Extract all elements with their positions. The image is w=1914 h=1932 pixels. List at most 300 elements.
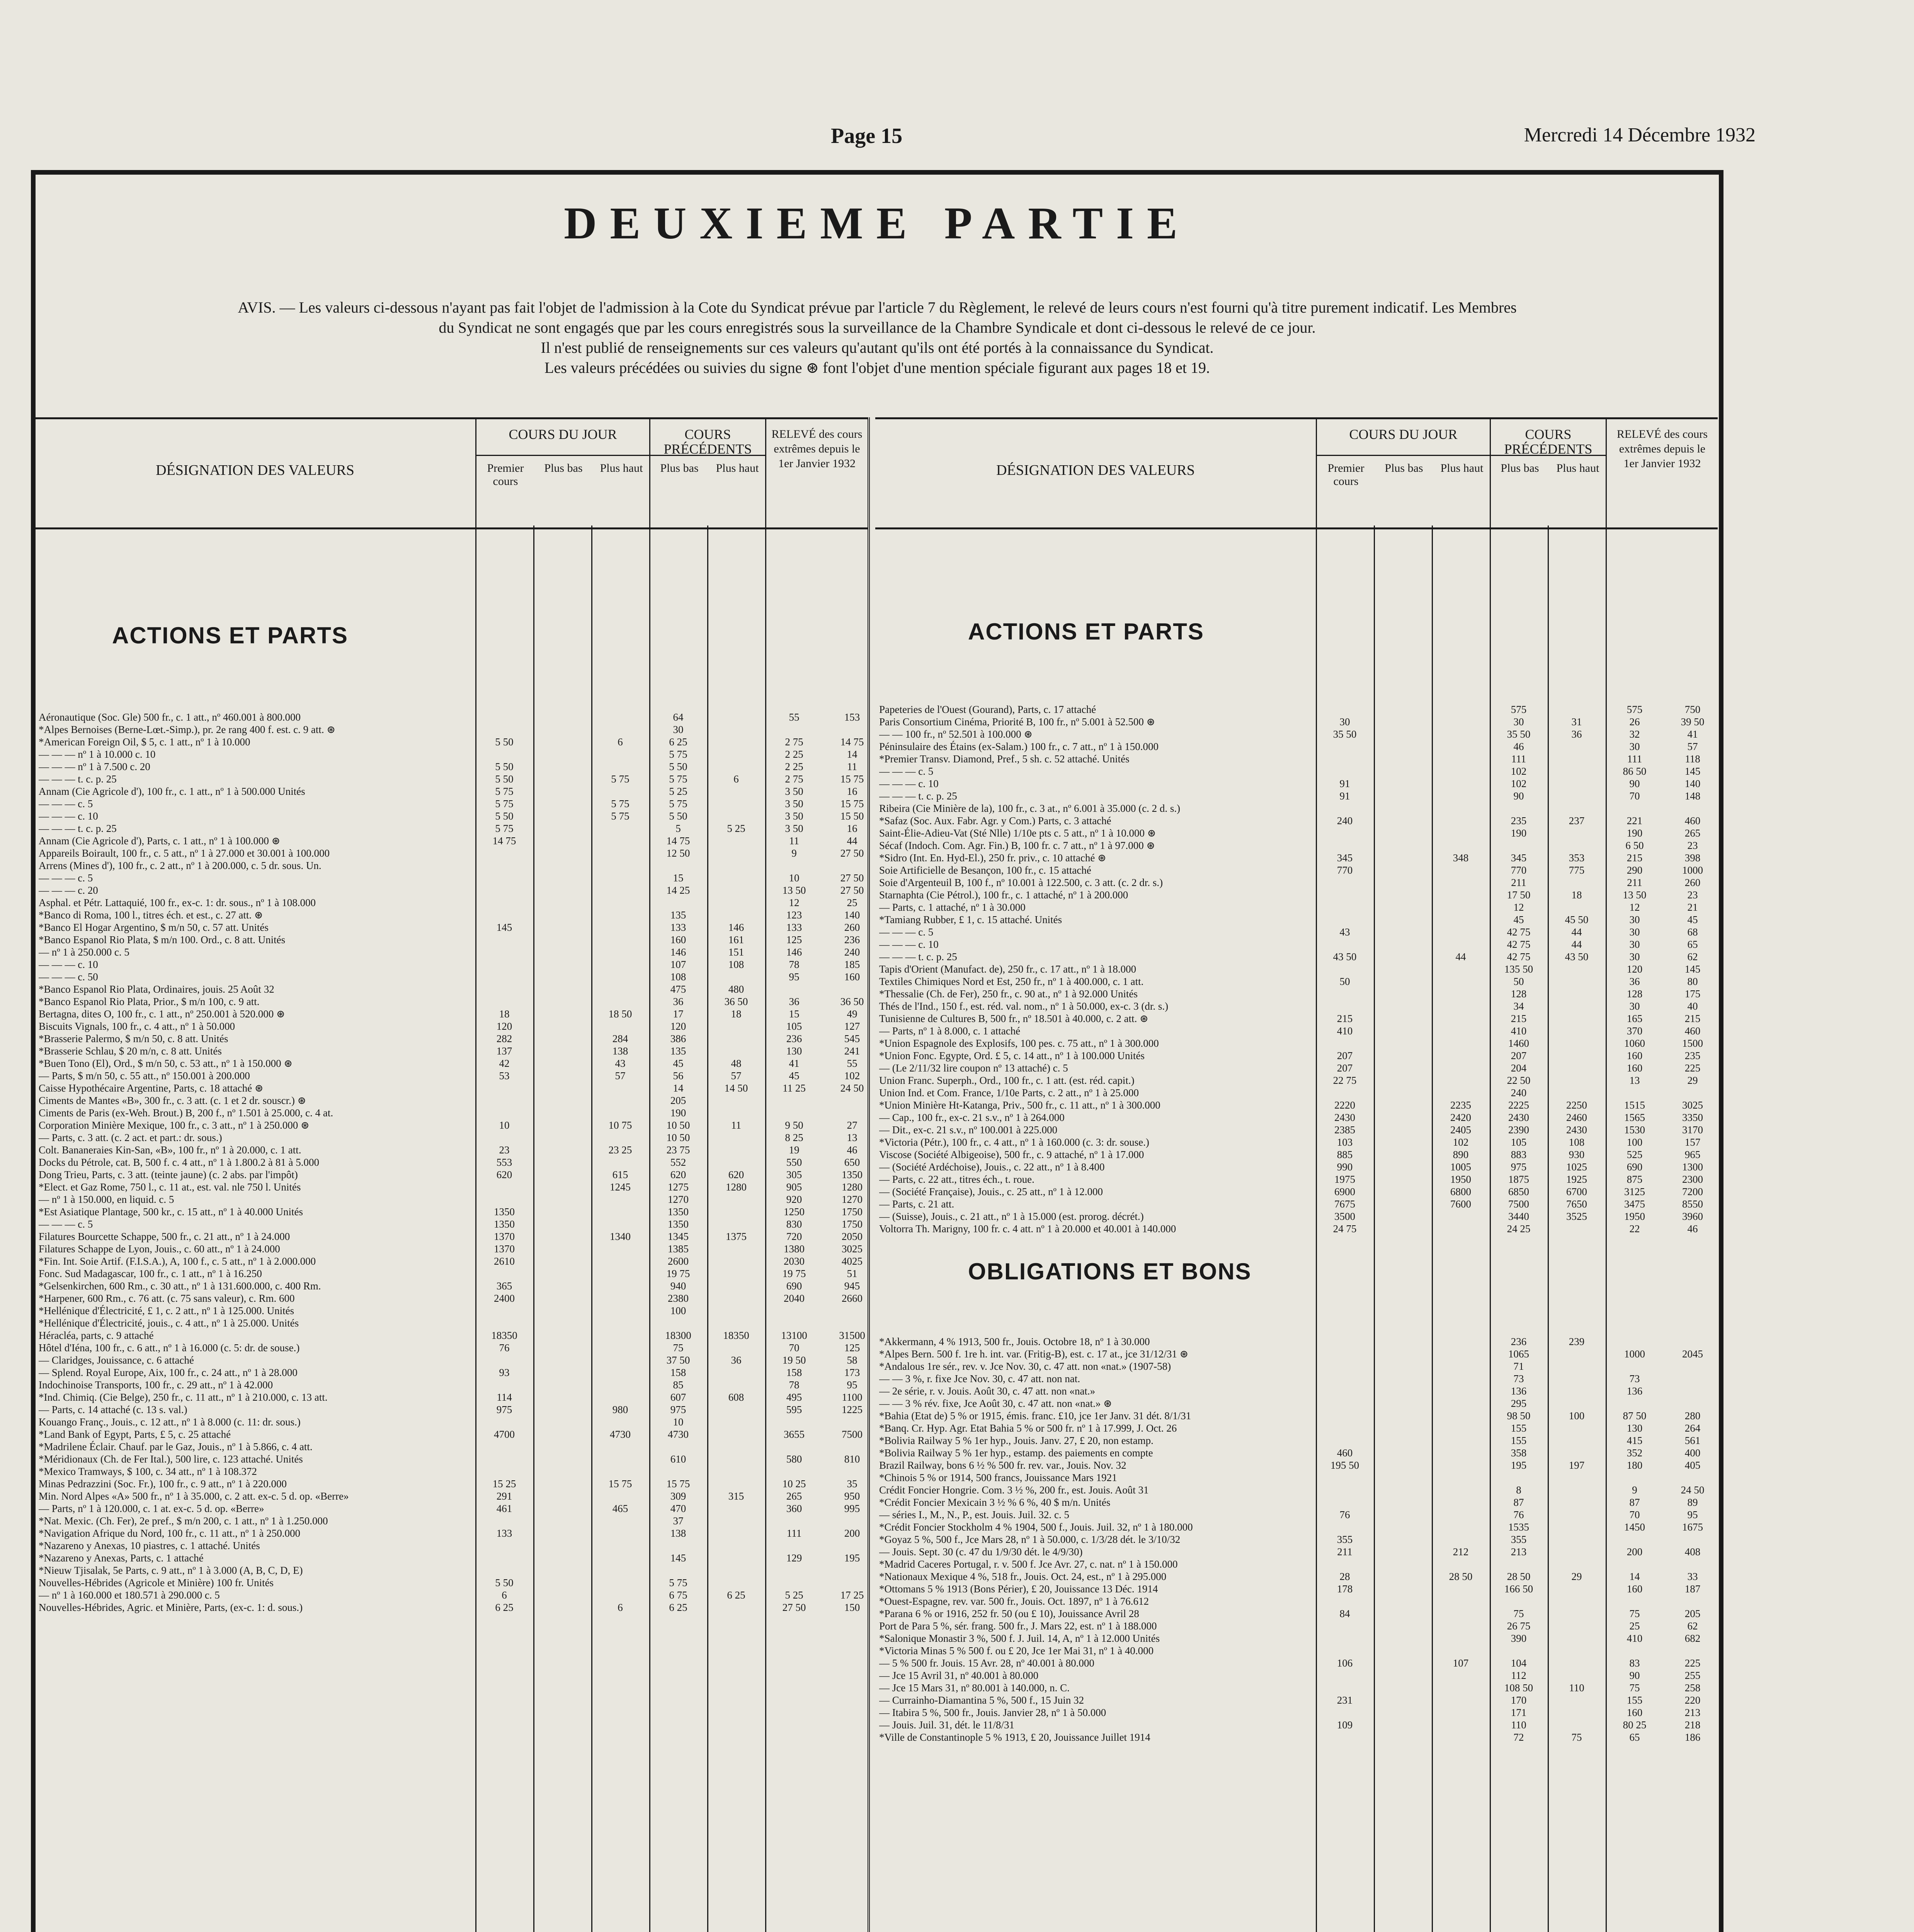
price-cell: 155	[1511, 1435, 1527, 1446]
page-title: DEUXIEME PARTIE	[564, 198, 1191, 248]
security-name: Arrens (Mines d'), 100 fr., c. 2 att., nº 1 à 200.000, c. 5 dr. sous. Un.	[39, 860, 322, 871]
table-row	[875, 1198, 1718, 1210]
price-cell: 240	[1511, 1087, 1527, 1099]
price-cell: 78	[789, 1379, 800, 1391]
price-cell: 2400	[494, 1293, 515, 1304]
price-cell: 45 50	[1565, 914, 1589, 925]
price-cell: 42 75	[1507, 939, 1531, 950]
price-cell: 1270	[668, 1194, 689, 1205]
price-cell: 44	[1455, 951, 1466, 963]
price-cell: 108	[670, 971, 686, 983]
security-name: *Hellénique d'Électricité, £ 1, c. 2 att., nº 1 à 125.000. Unités	[39, 1305, 294, 1316]
security-name: *Ind. Chimiq. (Cie Belge), 250 fr., c. 11 att., nº 1 à 210.000, c. 13 att.	[39, 1391, 328, 1403]
price-cell: 73	[1513, 1373, 1524, 1384]
price-cell: 205	[670, 1095, 686, 1106]
price-cell: 1005	[1450, 1161, 1471, 1173]
price-cell: 185	[844, 959, 860, 970]
price-cell: 14 75	[840, 736, 864, 748]
price-cell: 95	[847, 1379, 857, 1391]
table-row	[875, 1558, 1718, 1570]
price-cell: 15 25	[492, 1478, 516, 1490]
price-cell: 1385	[668, 1243, 689, 1255]
table-row	[35, 1181, 868, 1193]
price-cell: 3500	[1334, 1211, 1355, 1222]
table-row	[875, 1397, 1718, 1410]
security-name: *Harpener, 600 Rm., c. 76 att. (c. 75 sans valeur), c. Rm. 600	[39, 1293, 295, 1304]
price-cell: 291	[496, 1490, 512, 1502]
price-cell: 19	[789, 1144, 800, 1156]
price-cell: 550	[786, 1156, 802, 1168]
price-cell: 1065	[1508, 1348, 1529, 1360]
table-row	[35, 1144, 868, 1156]
table-row	[875, 1074, 1718, 1087]
price-cell: 32	[1629, 728, 1640, 740]
price-cell: 64	[673, 711, 684, 723]
price-cell: 130	[786, 1045, 802, 1057]
price-cell: 2235	[1450, 1099, 1471, 1111]
price-cell: 950	[844, 1490, 860, 1502]
table-row	[35, 1070, 868, 1082]
price-cell: 128	[1511, 988, 1527, 1000]
price-cell: 43	[1339, 926, 1350, 938]
price-cell: 146	[670, 946, 686, 958]
price-cell: 240	[1337, 815, 1353, 827]
table-row	[875, 975, 1718, 988]
price-cell: 3025	[842, 1243, 863, 1255]
table-row	[35, 1379, 868, 1391]
price-cell: 73	[1629, 1373, 1640, 1384]
table-row	[875, 1185, 1718, 1198]
security-name: — — 3 %, r. fixe Jce Nov. 30, c. 47 att. non nat.	[879, 1373, 1080, 1384]
price-cell: 945	[844, 1280, 860, 1292]
security-name: *Premier Transv. Diamond, Pref., 5 sh. c. 52 attaché. Unités	[879, 753, 1130, 765]
price-cell: 235	[1511, 815, 1527, 827]
price-cell: 2 75	[785, 736, 803, 748]
price-cell: 5 50	[495, 736, 514, 748]
security-name: Kouango Franç., Jouis., c. 12 att., nº 1 à 8.000 (c. 11: dr. sous.)	[39, 1416, 301, 1428]
price-cell: 17	[673, 1008, 684, 1020]
price-cell: 120	[670, 1020, 686, 1032]
cours-precedents-header: COURS PRÉCÉDENTS Plus bas Plus haut	[1490, 419, 1606, 527]
security-name: *Nieuw Tjisalak, 5e Parts, c. 9 att., nº 1 à 3.000 (A, B, C, D, E)	[39, 1565, 303, 1576]
price-cell: 31500	[839, 1330, 865, 1341]
price-cell: 91	[1339, 790, 1350, 802]
table-row	[35, 1577, 868, 1589]
price-cell: 8	[1516, 1484, 1521, 1496]
table-row	[35, 1490, 868, 1502]
table-row	[875, 1657, 1718, 1669]
price-cell: 1925	[1566, 1173, 1587, 1185]
price-cell: 200	[1626, 1546, 1643, 1558]
table-row	[875, 876, 1718, 889]
price-cell: 5 25	[669, 786, 687, 797]
price-cell: 44	[847, 835, 857, 847]
price-cell: 36	[789, 996, 800, 1007]
security-name: *Thessalie (Ch. de Fer), 250 fr., c. 90 at., nº 1 à 92.000 Unités	[879, 988, 1138, 1000]
security-name: — — — c. 5	[39, 798, 93, 810]
price-cell: 10 75	[608, 1119, 632, 1131]
security-name: — Jouis. Juil. 31, dét. le 11/8/31	[879, 1719, 1014, 1731]
price-cell: 120	[496, 1020, 512, 1032]
price-cell: 146	[728, 922, 744, 933]
price-cell: 157	[1684, 1136, 1701, 1148]
price-cell: 2 25	[785, 761, 803, 772]
price-cell: 80 25	[1623, 1719, 1647, 1731]
security-name: Hôtel d'Iéna, 100 fr., c. 6 att., nº 1 à 16.000 (c. 5: dr. de souse.)	[39, 1342, 300, 1354]
price-cell: 53	[499, 1070, 510, 1082]
security-name: *Banco Espanol Rio Plata, Prior., $ m/n 100, c. 9 att.	[39, 996, 260, 1007]
price-cell: 682	[1684, 1633, 1701, 1644]
price-cell: 309	[670, 1490, 686, 1502]
security-name: — — — t. c. p. 25	[39, 773, 117, 785]
price-cell: 13	[847, 1132, 857, 1143]
price-cell: 810	[844, 1453, 860, 1465]
security-name: *Alpes Bernoises (Berne-Lœt.-Simp.), pr. 2e rang 400 f. est. c. 9 att. ⊛	[39, 724, 335, 735]
price-cell: 42 75	[1507, 926, 1531, 938]
price-cell: 5 75	[669, 1577, 687, 1588]
price-cell: 70	[1629, 1509, 1640, 1520]
price-cell: 975	[1511, 1161, 1527, 1173]
price-cell: 3 50	[785, 823, 803, 834]
table-row	[35, 983, 868, 995]
price-cell: 1345	[668, 1231, 689, 1242]
price-cell: 17 25	[840, 1589, 864, 1601]
security-name: — nº 1 à 250.000 c. 5	[39, 946, 129, 958]
price-cell: 111	[786, 1527, 802, 1539]
table-row	[875, 1422, 1718, 1434]
table-row	[35, 810, 868, 822]
price-cell: 36	[673, 996, 684, 1007]
price-cell: 102	[844, 1070, 860, 1082]
price-cell: 36	[731, 1354, 742, 1366]
security-name: — Parts, nº 1 à 8.000, c. 1 attaché	[879, 1025, 1021, 1037]
table-row	[35, 1094, 868, 1107]
security-name: *Ouest-Espagne, rev. var. 500 fr., Jouis. Oct. 1897, nº 1 à 76.612	[879, 1595, 1149, 1607]
price-cell: 50	[1513, 976, 1524, 987]
price-cell: 360	[786, 1503, 802, 1514]
table-row	[35, 760, 868, 773]
security-name: Sécaf (Indoch. Com. Agr. Fin.) B, 100 fr. c. 7 att., nº 1 à 97.000 ⊛	[879, 840, 1155, 851]
price-cell: 1380	[784, 1243, 805, 1255]
security-name: *Union Minière Ht-Katanga, Priv., 500 fr., c. 11 att., nº 1 à 300.000	[879, 1099, 1160, 1111]
price-cell: 135 50	[1504, 963, 1533, 975]
price-cell: 43 50	[1565, 951, 1589, 963]
table-row	[875, 864, 1718, 876]
price-cell: 12	[1513, 901, 1524, 913]
price-cell: 62	[1687, 951, 1698, 963]
table-row	[35, 1589, 868, 1601]
table-row	[35, 1317, 868, 1329]
table-row	[875, 1682, 1718, 1694]
price-cell: 22 75	[1333, 1075, 1357, 1086]
price-cell: 23	[1687, 889, 1698, 901]
price-cell: 110	[1569, 1682, 1584, 1694]
table-row	[875, 1694, 1718, 1706]
price-cell: 218	[1684, 1719, 1701, 1731]
price-cell: 975	[670, 1404, 686, 1415]
security-name: — — — nº 1 à 10.000 c. 10	[39, 748, 156, 760]
security-name: Starnaphta (Cie Pétrol.), 100 fr., c. 1 attaché, nº 1 à 200.000	[879, 889, 1128, 901]
price-cell: 525	[1626, 1149, 1643, 1160]
price-cell: 30	[1629, 951, 1640, 963]
security-name: Crédit Foncier Hongrie. Com. 3 ½ %, 200 fr., est. Jouis. Août 31	[879, 1484, 1149, 1496]
price-cell: 22	[1629, 1223, 1640, 1235]
price-cell: 236	[786, 1033, 802, 1044]
price-cell: 136	[1511, 1385, 1527, 1397]
price-cell: 150	[844, 1602, 860, 1613]
price-cell: 1500	[1682, 1037, 1703, 1049]
table-row	[35, 1465, 868, 1478]
price-cell: 105	[786, 1020, 802, 1032]
table-row	[875, 1719, 1718, 1731]
price-cell: 6 25	[669, 1602, 687, 1613]
price-cell: 1370	[494, 1231, 515, 1242]
security-name: — Jouis. Sept. 30 (c. 47 du 1/9/30 dét. le 4/9/30)	[879, 1546, 1083, 1558]
price-cell: 236	[844, 934, 860, 946]
security-name: Appareils Boirault, 100 fr., c. 5 att., nº 1 à 27.000 et 30.001 à 100.000	[39, 847, 330, 859]
table-row	[875, 1037, 1718, 1049]
price-cell: 6 25	[727, 1589, 745, 1601]
security-name: — — — t. c. p. 25	[879, 951, 957, 963]
table-row	[35, 1131, 868, 1144]
price-cell: 86 50	[1623, 765, 1647, 777]
price-cell: 290	[1626, 864, 1643, 876]
price-cell: 2220	[1334, 1099, 1355, 1111]
price-cell: 2610	[494, 1255, 515, 1267]
price-cell: 200	[844, 1527, 860, 1539]
price-cell: 5 75	[611, 773, 629, 785]
security-name: Nouvelles-Hébrides, Agric. et Minière, Parts, (ex-c. 1: d. sous.)	[39, 1602, 303, 1613]
price-cell: 75	[1571, 1731, 1582, 1743]
price-cell: 1875	[1508, 1173, 1529, 1185]
price-cell: 5 75	[669, 748, 687, 760]
security-name: Brazil Railway, bons 6 ½ % 500 fr. rev. var., Jouis. Nov. 32	[879, 1459, 1126, 1471]
table-row	[35, 1243, 868, 1255]
price-cell: 133	[786, 922, 802, 933]
price-cell: 76	[499, 1342, 510, 1354]
price-cell: 345	[1337, 852, 1353, 864]
price-cell: 90	[1629, 1670, 1640, 1681]
table-row	[35, 1515, 868, 1527]
price-cell: 890	[1453, 1149, 1469, 1160]
table-row	[35, 946, 868, 958]
price-cell: 2250	[1566, 1099, 1587, 1111]
price-cell: 108	[1569, 1136, 1585, 1148]
price-cell: 7500	[1508, 1198, 1529, 1210]
price-cell: 118	[1685, 753, 1700, 765]
table-row	[875, 1372, 1718, 1385]
table-row	[35, 934, 868, 946]
table-row	[35, 1045, 868, 1057]
security-name: *Alpes Bern. 500 f. 1re h. int. var. (Fritig-B), est. c. 17 at., jce 31/12/31 ⊛	[879, 1348, 1189, 1360]
price-cell: 36 50	[840, 996, 864, 1007]
table-row	[875, 1595, 1718, 1607]
security-name: *Banco di Roma, 100 l., titres éch. et est., c. 27 att. ⊛	[39, 909, 263, 921]
security-name: *Bolivia Railway 5 % 1er hyp., estamp. des paiements en compte	[879, 1447, 1153, 1459]
table-row	[875, 1583, 1718, 1595]
price-cell: 186	[1684, 1731, 1701, 1743]
price-cell: 30	[1629, 914, 1640, 925]
price-cell: 13	[1629, 1075, 1640, 1086]
price-cell: 10 50	[666, 1132, 690, 1143]
price-cell: 2300	[1682, 1173, 1703, 1185]
security-name: *Banco Espanol Rio Plata, Ordinaires, jouis. 25 Août 32	[39, 983, 274, 995]
price-cell: 24 50	[840, 1082, 864, 1094]
price-cell: 211	[1337, 1546, 1353, 1558]
security-name: *Chinois 5 % or 1914, 500 francs, Jouissance Mars 1921	[879, 1472, 1117, 1483]
price-cell: 138	[612, 1045, 628, 1057]
table-row	[35, 1156, 868, 1168]
price-cell: 2050	[842, 1231, 863, 1242]
price-cell: 45	[1513, 914, 1524, 925]
security-name: *Est Asiatique Plantage, 500 kr., c. 15 att., nº 1 à 40.000 Unités	[39, 1206, 303, 1218]
price-cell: 995	[844, 1503, 860, 1514]
price-cell: 78	[789, 959, 800, 970]
price-cell: 31	[1571, 716, 1582, 728]
price-cell: 9 50	[785, 1119, 803, 1131]
price-cell: 1245	[610, 1181, 631, 1193]
price-cell: 282	[496, 1033, 512, 1044]
table-row	[35, 1416, 868, 1428]
avis-line: du Syndicat ne sont engagés que par les cours enregistrés sous la surveillance de la Chambre Syndicale et dont ci-dessous le relevé de ce jour.	[439, 319, 1316, 336]
price-cell: 195	[1511, 1459, 1527, 1471]
price-cell: 750	[1684, 704, 1701, 715]
table-row	[875, 1570, 1718, 1583]
security-name: — Cap., 100 fr., ex-c. 21 s.v., nº 1 à 264.000	[879, 1112, 1065, 1123]
price-cell: 5	[675, 823, 681, 834]
price-cell: 15 50	[840, 810, 864, 822]
price-cell: 140	[844, 909, 860, 921]
price-cell: 7500	[842, 1429, 863, 1440]
price-cell: 123	[786, 909, 802, 921]
price-cell: 1000	[1682, 864, 1703, 876]
security-name: — nº 1 à 150.000, en liquid. c. 5	[39, 1194, 174, 1205]
price-cell: 620	[728, 1169, 744, 1180]
price-cell: 6 50	[1625, 840, 1644, 851]
price-cell: 11	[789, 835, 799, 847]
table-row	[35, 1428, 868, 1440]
price-cell: 225	[1684, 1062, 1701, 1074]
price-cell: 14	[847, 748, 857, 760]
table-row	[35, 1082, 868, 1094]
price-cell: 18350	[491, 1330, 517, 1341]
security-name: *Crédit Foncier Stockholm 4 % 1904, 500 f., Jouis. Juil. 32, nº 1 à 180.000	[879, 1521, 1193, 1533]
security-name: — Parts, c. 21 att.	[879, 1198, 954, 1210]
price-cell: 109	[1337, 1719, 1353, 1731]
price-cell: 1675	[1682, 1521, 1703, 1533]
price-cell: 607	[670, 1391, 686, 1403]
table-row	[35, 909, 868, 921]
price-cell: 561	[1684, 1435, 1701, 1446]
price-cell: 264	[1684, 1422, 1701, 1434]
table-row	[875, 1731, 1718, 1743]
table-row	[35, 1218, 868, 1230]
security-name: *Bahia (Etat de) 5 % or 1915, émis. franc. £10, jce 1er Janv. 31 dét. 8/1/31	[879, 1410, 1191, 1422]
price-cell: 2045	[1682, 1348, 1703, 1360]
price-cell: 5 50	[495, 761, 514, 772]
price-cell: 1350	[494, 1206, 515, 1218]
price-cell: 24 50	[1681, 1484, 1705, 1496]
security-name: — Parts, c. 14 attaché (c. 13 s. val.)	[39, 1404, 187, 1415]
price-cell: 610	[670, 1453, 686, 1465]
table-row	[875, 1410, 1718, 1422]
price-cell: 2385	[1334, 1124, 1355, 1136]
price-cell: 25	[847, 897, 857, 908]
price-cell: 720	[786, 1231, 802, 1242]
security-name: Fonc. Sud Madagascar, 100 fr., c. 1 att., nº 1 à 16.250	[39, 1268, 262, 1279]
price-cell: 75	[1629, 1682, 1640, 1694]
cours-precedents-header: COURS PRÉCÉDENTS Plus bas Plus haut	[649, 419, 765, 527]
price-cell: 3475	[1624, 1198, 1645, 1210]
table-row	[875, 777, 1718, 790]
price-cell: 480	[728, 983, 744, 995]
releve-header: RELEVÉ des cours extrêmes depuis le 1er Janvier 1932	[1606, 419, 1718, 527]
price-cell: 51	[847, 1268, 857, 1279]
price-cell: 258	[1684, 1682, 1701, 1694]
security-name: — Itabira 5 %, 500 fr., Jouis. Janvier 28, nº 1 à 50.000	[879, 1707, 1106, 1718]
price-cell: 13 50	[782, 884, 806, 896]
price-cell: 36	[1629, 976, 1640, 987]
price-cell: 1350	[668, 1206, 689, 1218]
designation-header: DÉSIGNATION DES VALEURS	[156, 462, 354, 478]
table-row	[35, 1119, 868, 1131]
price-cell: 23 75	[666, 1144, 690, 1156]
price-cell: 58	[847, 1354, 857, 1366]
table-row	[875, 1607, 1718, 1620]
left-rows	[35, 711, 868, 1614]
price-cell: 280	[1684, 1410, 1701, 1422]
price-cell: 41	[1687, 728, 1698, 740]
table-row	[35, 1193, 868, 1206]
avis-line: Il n'est publié de renseignements sur ces valeurs qu'autant qu'ils ont été portés à la connaissance du Syndicat.	[541, 339, 1214, 356]
table-row	[875, 728, 1718, 740]
price-cell: 461	[496, 1503, 512, 1514]
price-cell: 4025	[842, 1255, 863, 1267]
table-row	[875, 703, 1718, 716]
security-name: — (Le 2/11/32 lire coupon nº 13 attaché) c. 5	[879, 1062, 1068, 1074]
price-cell: 5 50	[669, 761, 687, 772]
price-cell: 410	[1337, 1025, 1353, 1037]
page-header	[31, 116, 1883, 158]
security-name: — — — c. 5	[39, 872, 93, 884]
price-cell: 305	[786, 1169, 802, 1180]
price-cell: 108	[728, 959, 744, 970]
security-name: Papeteries de l'Ouest (Gourand), Parts, c. 17 attaché	[879, 704, 1096, 715]
price-cell: 2390	[1508, 1124, 1529, 1136]
price-cell: 3 50	[785, 810, 803, 822]
price-cell: 241	[844, 1045, 860, 1057]
price-cell: 620	[496, 1169, 512, 1180]
price-cell: 27 50	[840, 884, 864, 896]
security-name: *Madrid Caceres Portugal, r. v. 500 f. Jce Avr. 27, c. nat. nº 1 à 150.000	[879, 1558, 1178, 1570]
price-cell: 885	[1337, 1149, 1353, 1160]
price-cell: 37 50	[666, 1354, 690, 1366]
price-cell: 48	[731, 1058, 742, 1069]
price-cell: 215	[1626, 852, 1643, 864]
security-name: *Banco El Hogar Argentino, $ m/n 50, c. 57 att. Unités	[39, 922, 269, 933]
security-name: — Jce 15 Mars 31, nº 80.001 à 140.000, n. C.	[879, 1682, 1070, 1694]
right-rows	[875, 703, 1718, 1743]
security-name: *Andalous 1re sér., rev. v. Jce Nov. 30, c. 47 att. non «nat.» (1907-58)	[879, 1361, 1171, 1372]
table-row	[875, 901, 1718, 913]
price-cell: 6 25	[495, 1602, 514, 1613]
price-cell: 365	[496, 1280, 512, 1292]
price-cell: 2660	[842, 1293, 863, 1304]
price-cell: 260	[844, 922, 860, 933]
price-cell: 87	[1629, 1497, 1640, 1508]
price-cell: 102	[1453, 1136, 1469, 1148]
price-cell: 345	[1511, 852, 1527, 864]
